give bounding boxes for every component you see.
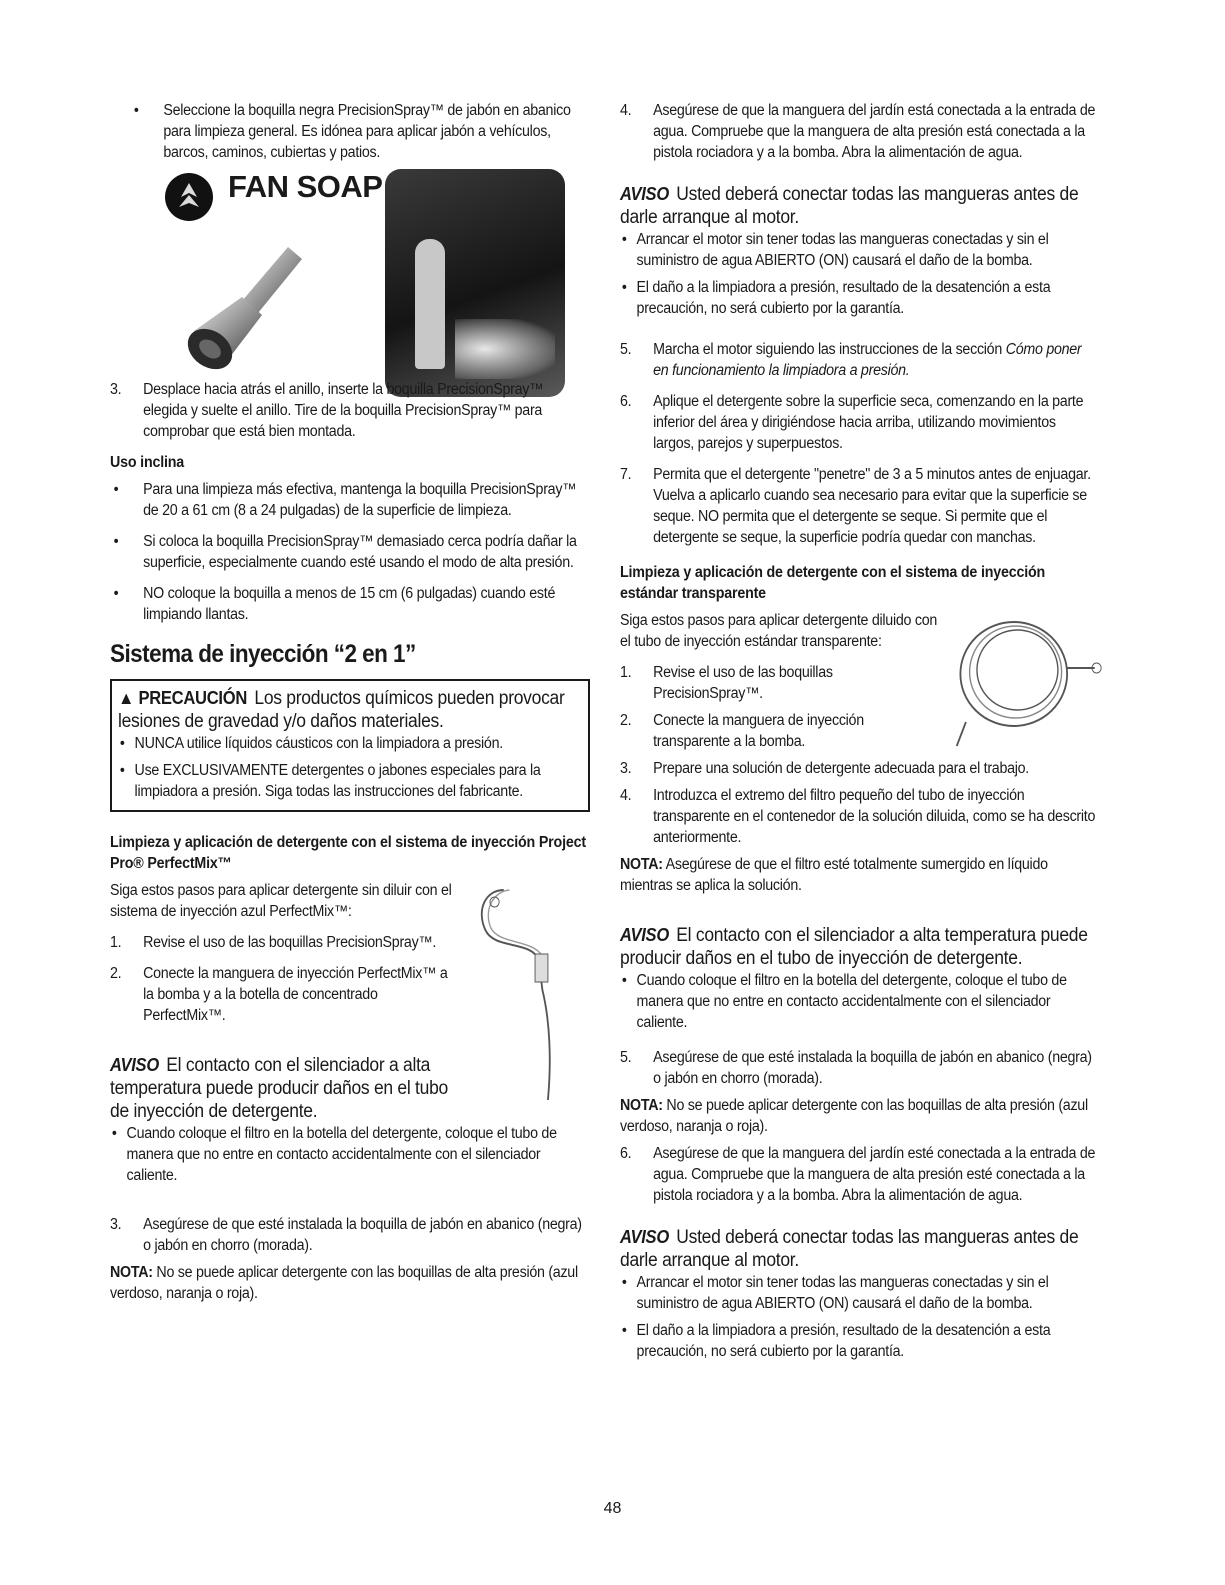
left-column <box>110 100 590 1304</box>
uso-heading: Uso inclina <box>110 454 185 471</box>
step-6: 6. Aplique el detergente sobre la superficie seca, comenzando en la parte inferior del área y dirigiéndose hacia arriba, utilizando movimientos largos, parejos y superpuestos. <box>620 393 1084 452</box>
step-7: 7. Permita que el detergente "penetre" de 3 a 5 minutos antes de enjuagar. Vuelva a aplicarlo cuando sea necesario para evitar que la superficie se seque. NO permita que el detergente se seque. Si permite que el detergente se seque, la superficie podría quedar con manchas. <box>620 466 1091 546</box>
aviso-heading: AVISO Usted deberá conectar todas las mangueras antes de darle arranque al motor. <box>620 1227 1079 1271</box>
aviso-heading: AVISO El contacto con el silenciador a alta temperatura puede producir daños en el tubo de inyección de detergente. <box>110 1055 448 1122</box>
fan-soap-nozzle-icon <box>165 173 213 221</box>
step-6b: 6. Asegúrese de que la manguera del jardín esté conectada a la entrada de agua. Compruebe que la manguera de alta presión esté conectada a la pistola rociadora y a la bomba. Abra la alimentación de agua. <box>620 1145 1096 1204</box>
aviso-bullet: • El daño a la limpiadora a presión, resultado de la desatención a esta precaución, no será cubierto por la garantía. <box>620 1320 1097 1362</box>
step-5: 5. Marcha el motor siguiendo las instrucciones de la sección Cómo poner en funcionamiento la limpiadora a presión. <box>620 341 1082 379</box>
uso-bullet: • Si coloca la boquilla PrecisionSpray™ demasiado cerca podría dañar la superficie, especialmente cuando esté usando el modo de alta presión. <box>110 531 587 573</box>
aviso-heading: AVISO Usted deberá conectar todas las mangueras antes de darle arranque al motor. <box>620 184 1079 228</box>
uso-bullet: • Para una limpieza más efectiva, mantenga la boquilla PrecisionSpray™ de 20 a 61 cm (8 a 24 pulgadas) de la superficie de limpieza. <box>110 479 587 521</box>
step-3: 3. Desplace hacia atrás el anillo, inserte la boquilla PrecisionSpray™ elegida y suelte el anillo. Tire de la boquilla PrecisionSpray™ para comprobar que está bien montada. <box>110 381 544 440</box>
caution-text: Los productos químicos pueden provocar lesiones de gravedad y/o daños materiales. <box>118 688 565 732</box>
aviso-label: AVISO <box>620 184 669 204</box>
warning-triangle-icon: ▲ <box>118 688 135 708</box>
aviso-bullet: • El daño a la limpiadora a presión, resultado de la desatención a esta precaución, no será cubierto por la garantía. <box>620 277 1097 319</box>
nozzle-image <box>170 239 340 379</box>
caution-bullet: • Use EXCLUSIVAMENTE detergentes o jabones especiales para la limpiadora a presión. Siga todas las instrucciones del fabricante. <box>118 760 575 802</box>
perfectmix-step-1: 1. Revise el uso de las boquillas PrecisionSpray™. <box>110 934 437 951</box>
standard-step-1: 1. Revise el uso de las boquillas PrecisionSpray™. <box>620 664 833 702</box>
aviso-bullet: • Cuando coloque el filtro en la botella del detergente, coloque el tubo de manera que no entre en contacto accidentalmente con el silenciador caliente. <box>620 970 1097 1033</box>
aviso-bullet: • Arrancar el motor sin tener todas las mangueras conectadas y sin el suministro de agua ABIERTO (ON) causará el daño de la bomba. <box>620 229 1097 271</box>
page-number: 48 <box>603 1500 622 1517</box>
standard-step-2: 2. Conecte la manguera de inyección transparente a la bomba. <box>620 712 864 750</box>
caution-label: ▲ PRECAUCIÓN <box>118 688 248 708</box>
nota: NOTA: No se puede aplicar detergente con las boquillas de alta presión (azul verdoso, naranja o roja). <box>620 1097 1088 1135</box>
uso-bullet: • NO coloque la boquilla a menos de 15 cm (6 pulgadas) cuando esté limpiando llantas. <box>110 583 587 625</box>
aviso-heading: AVISO El contacto con el silenciador a alta temperatura puede producir daños en el tubo de inyección de detergente. <box>620 925 1088 969</box>
pressure-washing-photo <box>385 169 565 397</box>
aviso-label: AVISO <box>110 1055 159 1075</box>
aviso-label: AVISO <box>620 925 669 945</box>
perfectmix-step-2: 2. Conecte la manguera de inyección PerfectMix™ a la bomba y a la botella de concentrado PerfectMix™. <box>110 965 448 1024</box>
aviso-bullet: • Cuando coloque el filtro en la botella del detergente, coloque el tubo de manera que no entre en contacto accidentalmente con el silenciador caliente. <box>110 1123 587 1186</box>
step-4: 4. Asegúrese de que la manguera del jardín está conectada a la entrada de agua. Compruebe que la manguera de alta presión está conectada a la pistola rociadora y a la bomba. Abra la alimentación de agua. <box>620 102 1096 161</box>
nota: NOTA: No se puede aplicar detergente con las boquillas de alta presión (azul verdoso, naranja o roja). <box>110 1264 578 1302</box>
aviso-label: AVISO <box>620 1227 669 1247</box>
right-column <box>620 100 1100 1362</box>
fan-soap-label: FAN SOAP <box>228 169 383 204</box>
step-3b: 3. Asegúrese de que esté instalada la boquilla de jabón en abanico (negra) o jabón en chorro (morada). <box>110 1216 582 1254</box>
standard-injection-intro: Siga estos pasos para aplicar detergente diluido con el tubo de inyección estándar transparente: <box>620 612 938 650</box>
caution-bullet: • NUNCA utilice líquidos cáusticos con la limpiadora a presión. <box>118 733 575 754</box>
standard-step-4: 4. Introduzca el extremo del filtro pequeño del tubo de inyección transparente en el contenedor de la solución diluida, como se ha descrito anteriormente. <box>620 787 1096 846</box>
standard-injection-heading: Limpieza y aplicación de detergente con el sistema de inyección estándar transparente <box>620 564 1046 602</box>
perfectmix-intro: Siga estos pasos para aplicar detergente sin diluir con el sistema de inyección azul PerfectMix™: <box>110 882 452 920</box>
aviso-bullet: • Arrancar el motor sin tener todas las mangueras conectadas y sin el suministro de agua ABIERTO (ON) causará el daño de la bomba. <box>620 1272 1097 1314</box>
standard-step-3: 3. Prepare una solución de detergente adecuada para el trabajo. <box>620 760 1029 777</box>
nozzle-selection-bullet: • Seleccione la boquilla negra PrecisionSpray™ de jabón en abanico para limpieza general. Es idónea para aplicar jabón a vehículos, barcos, caminos, cubiertas y patios. <box>130 100 587 163</box>
section-heading: Sistema de inyección “2 en 1” <box>110 640 416 668</box>
nota: NOTA: Asegúrese de que el filtro esté totalmente sumergido en líquido mientras se aplica la solución. <box>620 856 1048 894</box>
step-5b: 5. Asegúrese de que esté instalada la boquilla de jabón en abanico (negra) o jabón en chorro (morada). <box>620 1049 1092 1087</box>
fan-soap-figure <box>110 169 590 379</box>
perfectmix-heading: Limpieza y aplicación de detergente con el sistema de inyección Project Pro® PerfectMix™ <box>110 834 586 872</box>
caution-box <box>110 679 590 812</box>
